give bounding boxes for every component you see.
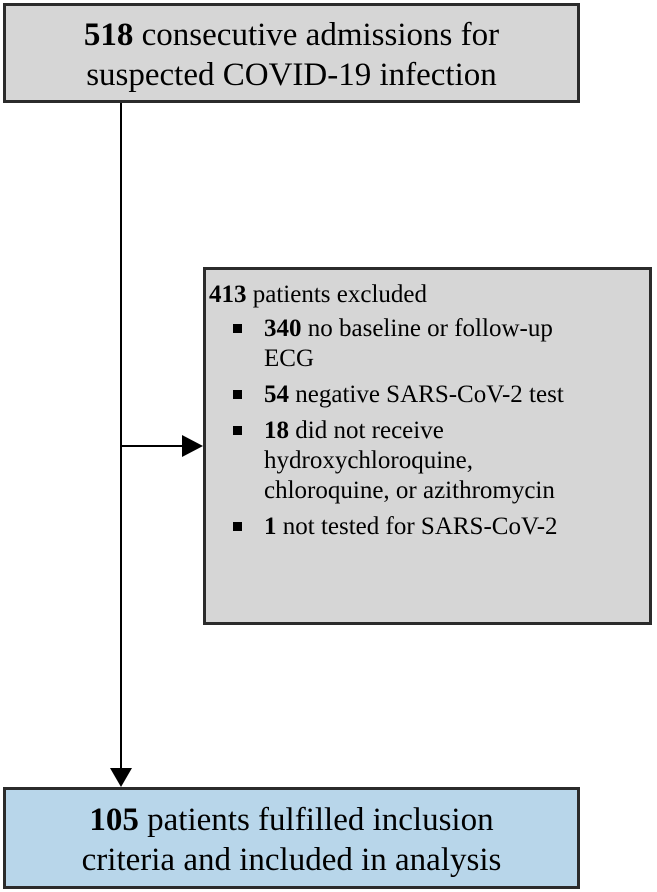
admissions-count: 518	[83, 17, 134, 53]
bullet-square	[233, 522, 242, 531]
exclusion-reason-no-treatment: 18 did not receive hydroxychloroquine, chloroquine, or azithromycin	[209, 416, 649, 506]
down-arrowhead	[110, 768, 132, 787]
right-arrowhead	[182, 435, 203, 457]
excluded-title: 413 patients excluded	[209, 281, 427, 308]
included-line-2: criteria and included in analysis	[81, 842, 502, 878]
exclusion-reasons-list	[209, 314, 649, 542]
bullet-square	[233, 324, 242, 333]
exclusion-reason-not-tested: 1 not tested for SARS-CoV-2	[209, 512, 649, 542]
admissions-box	[3, 3, 580, 103]
included-line-1: 105 patients fulfilled inclusion	[89, 802, 494, 838]
bullet-square	[233, 390, 242, 399]
exclusion-reason-no-ecg: 340 no baseline or follow-up ECG	[209, 314, 649, 374]
admissions-line-2: suspected COVID-19 infection	[86, 57, 497, 93]
excluded-box	[203, 267, 652, 625]
exclusion-reason-negative-test: 54 negative SARS-CoV-2 test	[209, 380, 649, 410]
included-box	[3, 787, 580, 889]
included-count: 105	[89, 802, 139, 838]
bullet-square	[233, 426, 242, 435]
admissions-line-1: 518 consecutive admissions for	[83, 17, 500, 53]
excluded-count: 413	[209, 281, 247, 308]
